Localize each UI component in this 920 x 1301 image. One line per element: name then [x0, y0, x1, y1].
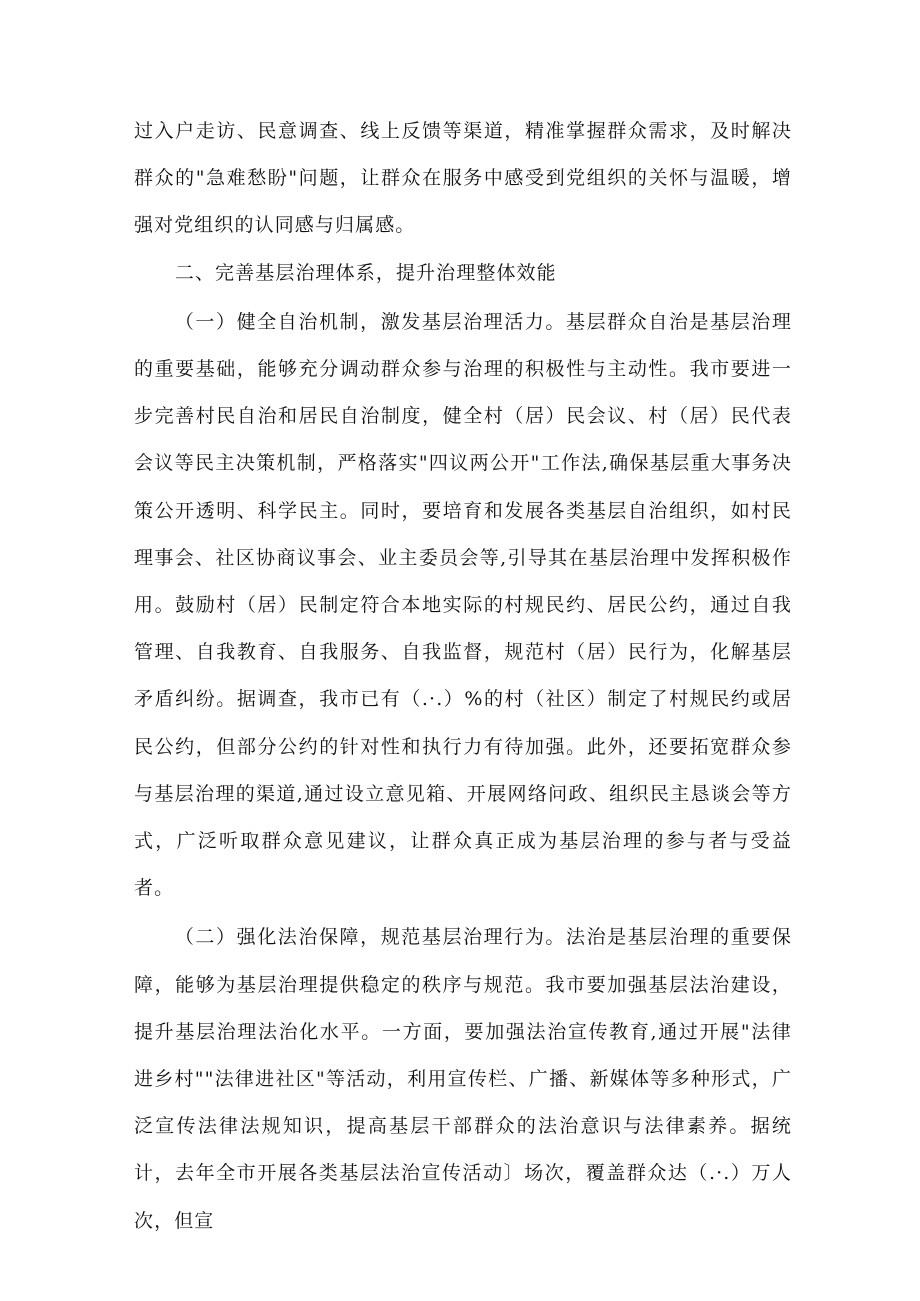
paragraph-continuation: 过入户走访、民意调查、线上反馈等渠道，精准掌握群众需求，及时解决群众的"急难愁盼"问题，让群众在服务中感受到党组织的关怀与温暖，增强对党组织的认同感与归属感。: [134, 120, 792, 237]
paragraph-subsection-2: （二）强化法治保障，规范基层治理行为。法治是基层治理的重要保障，能够为基层治理提供稳定的秩序与规范。我市要加强基层法治建设，提升基层治理法治化水平。一方面，要加强法治宣传教育,通过开展"法律进乡村""法律进社区"等活动，利用宣传栏、广播、新媒体等多种形式，广泛宣传法律法规知识，提高基层干部群众的法治意识与法律素养。据统计，去年全市开展各类基层法治宣传活动〕场次，覆盖群众达（.·.）万人次，但宣: [134, 926, 792, 1232]
paragraph-subsection-1: （一）健全自治机制，激发基层治理活力。基层群众自治是基层治理的重要基础，能够充分调动群众参与治理的积极性与主动性。我市要进一步完善村民自治和居民自治制度，健全村（居）民会议、村（居）民代表会议等民主决策机制，严格落实"四议两公开"工作法,确保基层重大事务决策公开透明、科学民主。同时，要培育和发展各类基层自治组织，如村民理事会、社区协商议事会、业主委员会等,引导其在基层治理中发挥积极作用。鼓励村（居）民制定符合本地实际的村规民约、居民公约，通过自我管理、自我教育、自我服务、自我监督，规范村（居）民行为，化解基层矛盾纠纷。据调查，我市已有（.·.）%的村（社区）制定了村规民约或居民公约，但部分公约的针对性和执行力有待加强。此外，还要拓宽群众参与基层治理的渠道,通过设立意见箱、开展网络问政、组织民主恳谈会等方式，广泛听取群众意见建议，让群众真正成为基层治理的参与者与受益者。: [134, 310, 792, 900]
section-heading: 二、完善基层治理体系，提升治理整体效能: [174, 261, 557, 284]
